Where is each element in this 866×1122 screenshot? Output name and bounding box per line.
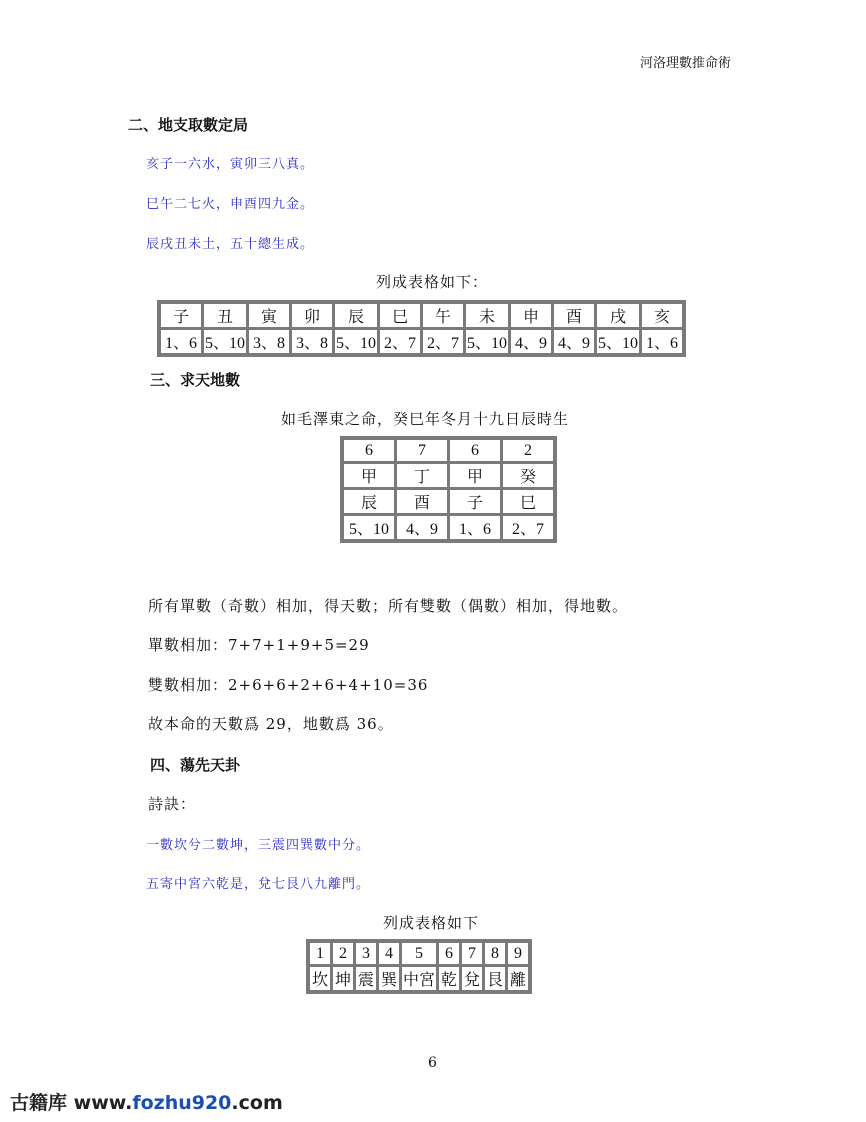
verse: 一數坎兮二數坤，三震四巽數中分。: [146, 838, 371, 853]
table-cell: 2、7: [423, 330, 463, 353]
table-cell: 5、10: [335, 330, 377, 353]
table-cell: 5、10: [344, 516, 394, 539]
result-text: 故本命的天數爲 29，地數爲 36。: [148, 715, 394, 733]
table-cell: 中宮: [402, 967, 436, 990]
table-cell: 艮: [485, 967, 505, 990]
table-cell: 癸: [503, 464, 553, 487]
table-cell: 酉: [397, 490, 447, 513]
table-cell: 1、6: [161, 330, 201, 353]
table-cell: 丑: [204, 304, 246, 327]
table-cell: 巽: [379, 967, 399, 990]
table-cell: 丁: [397, 464, 447, 487]
table-cell: 2: [503, 440, 553, 461]
table-cell: 甲: [344, 464, 394, 487]
table-cell: 4、9: [554, 330, 594, 353]
table-cell: 辰: [335, 304, 377, 327]
table-cell: 戌: [597, 304, 639, 327]
table-cell: 2、7: [503, 516, 553, 539]
table-caption: 列成表格如下: [383, 914, 480, 932]
table-row: [344, 440, 553, 461]
table-cell: 寅: [249, 304, 289, 327]
table-cell: 7: [397, 440, 447, 461]
table-cell: 震: [356, 967, 376, 990]
table-cell: 午: [423, 304, 463, 327]
verse: 五寄中宮六乾是，兌七艮八九離門。: [146, 877, 371, 892]
table-row: [344, 516, 553, 539]
explanation-text: 所有單數（奇數）相加，得天數；所有雙數（偶數）相加，得地數。: [148, 597, 629, 615]
table-cell: 5、10: [204, 330, 246, 353]
table-cell: 酉: [554, 304, 594, 327]
table-cell: 卯: [292, 304, 332, 327]
section-heading-4: 四、蕩先天卦: [150, 756, 241, 774]
table-cell: 2、7: [380, 330, 420, 353]
table-cell: 6: [450, 440, 500, 461]
table-row: [344, 490, 553, 513]
table-cell: 兌: [462, 967, 482, 990]
table-cell: 4、9: [511, 330, 551, 353]
trigram-table: [306, 939, 532, 994]
table-cell: 6: [344, 440, 394, 461]
table-cell: 亥: [642, 304, 682, 327]
table-cell: 辰: [344, 490, 394, 513]
watermark-url: www.fozhu920.com: [73, 1092, 283, 1114]
table-cell: 3: [356, 943, 376, 964]
table-cell: 坎: [310, 967, 330, 990]
table-caption: 列成表格如下：: [376, 273, 489, 291]
table-cell: 乾: [439, 967, 459, 990]
table-cell: 1、6: [450, 516, 500, 539]
table-cell: 3、8: [249, 330, 289, 353]
table-cell: 6: [439, 943, 459, 964]
table-cell: 5、10: [597, 330, 639, 353]
verse: 辰戌丑未土，五十總生成。: [146, 237, 315, 252]
verse: 亥子一六水，寅卯三八真。: [146, 157, 315, 172]
section-heading-2: 二、地支取數定局: [128, 116, 249, 134]
watermark: [10, 1088, 283, 1115]
table-row: [344, 464, 553, 487]
table-cell: 3、8: [292, 330, 332, 353]
birth-chart-table: [340, 436, 557, 543]
even-sum-text: 雙數相加：2+6+6+2+6+4+10=36: [148, 676, 429, 694]
page-number: 6: [428, 1055, 437, 1071]
example-caption: 如毛澤東之命，癸巳年冬月十九日辰時生: [281, 410, 570, 428]
table-cell: 2: [333, 943, 353, 964]
odd-sum-text: 單數相加：7+7+1+9+5=29: [148, 636, 370, 654]
table-cell: 未: [466, 304, 508, 327]
table-cell: 坤: [333, 967, 353, 990]
table-cell: 4、9: [397, 516, 447, 539]
table-cell: 巳: [503, 490, 553, 513]
table-cell: 5: [402, 943, 436, 964]
table-cell: 子: [161, 304, 201, 327]
table-cell: 4: [379, 943, 399, 964]
table-cell: 子: [450, 490, 500, 513]
table-cell: 巳: [380, 304, 420, 327]
table-cell: 7: [462, 943, 482, 964]
table-cell: 1: [310, 943, 330, 964]
verse: 巳午二七火，申酉四九金。: [146, 197, 315, 212]
running-header: 河洛理數推命術: [640, 56, 732, 71]
watermark-name: 古籍库: [10, 1092, 68, 1114]
table-cell: 1、6: [642, 330, 682, 353]
table-cell: 甲: [450, 464, 500, 487]
poem-label: 詩訣：: [148, 795, 197, 813]
table-cell: 9: [508, 943, 528, 964]
table-cell: 離: [508, 967, 528, 990]
table-cell: 申: [511, 304, 551, 327]
branch-number-table: [157, 300, 686, 357]
table-cell: 5、10: [466, 330, 508, 353]
table-cell: 8: [485, 943, 505, 964]
section-heading-3: 三、求天地數: [150, 371, 241, 389]
